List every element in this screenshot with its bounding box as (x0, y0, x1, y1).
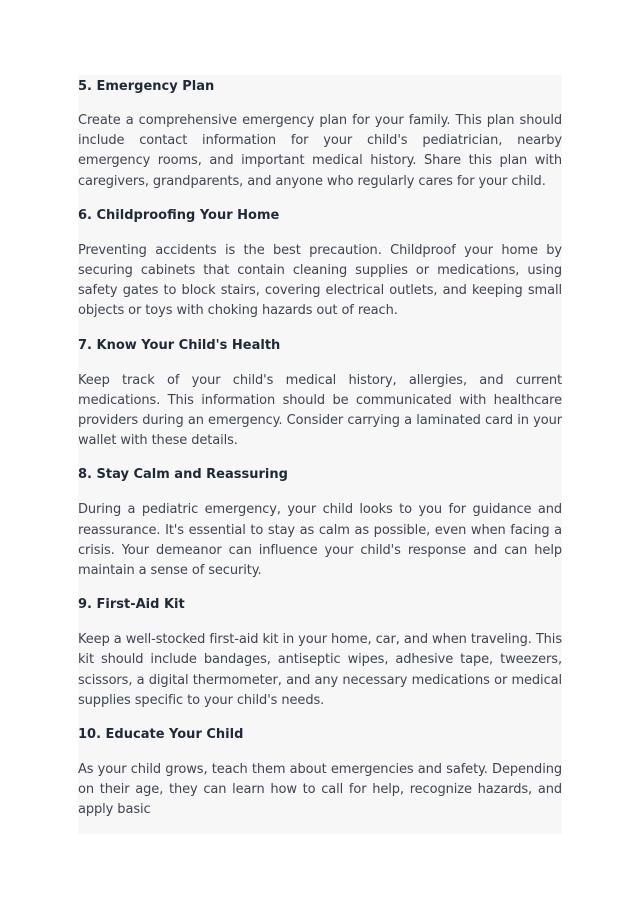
section-paragraph: Create a comprehensive emergency plan for your family. This plan should include contact information for your child's pediatrician, nearby emergency rooms, and important medical history. Share this plan with caregivers, grandparents, and anyone who regularly cares for your child. (78, 113, 562, 189)
section-stay-calm (78, 464, 562, 581)
section-heading: 9. First-Aid Kit (78, 597, 185, 613)
section-paragraph: During a pediatric emergency, your child looks to you for guidance and reassurance. It's essential to stay as calm as possible, even when facing a crisis. Your demeanor can influence your child's response and can help maintain a sense of security. (78, 502, 562, 579)
section-first-aid-kit (78, 594, 562, 711)
section-emergency-plan (78, 75, 562, 192)
section-paragraph: Preventing accidents is the best precaution. Childproof your home by securing cabinets that contain cleaning supplies or medications, using safety gates to block stairs, covering electrical outlets, and keeping small objects or toys with choking hazards out of reach. (78, 242, 562, 319)
section-educate-child (78, 724, 562, 821)
section-paragraph: As your child grows, teach them about emergencies and safety. Depending on their age, they can learn how to call for help, recognize hazards, and apply basic (78, 762, 562, 818)
section-heading: 6. Childproofing Your Home (78, 207, 280, 223)
section-paragraph: Keep track of your child's medical history, allergies, and current medications. This information should be communicated with healthcare providers during an emergency. Consider carrying a laminated card in your wallet with these details. (78, 372, 562, 449)
section-heading: 7. Know Your Child's Health (78, 337, 281, 353)
section-heading: 5. Emergency Plan (78, 79, 215, 94)
section-heading: 8. Stay Calm and Reassuring (78, 467, 288, 483)
section-paragraph: Keep a well-stocked first-aid kit in your home, car, and when traveling. This kit should include bandages, antiseptic wipes, adhesive tape, tweezers, scissors, a digital thermometer, and any necessary medications or medical supplies specific to your child's needs. (78, 632, 562, 708)
document-content (78, 75, 562, 834)
section-know-health (78, 335, 562, 452)
section-childproofing (78, 205, 562, 322)
section-heading: 10. Educate Your Child (78, 727, 244, 743)
